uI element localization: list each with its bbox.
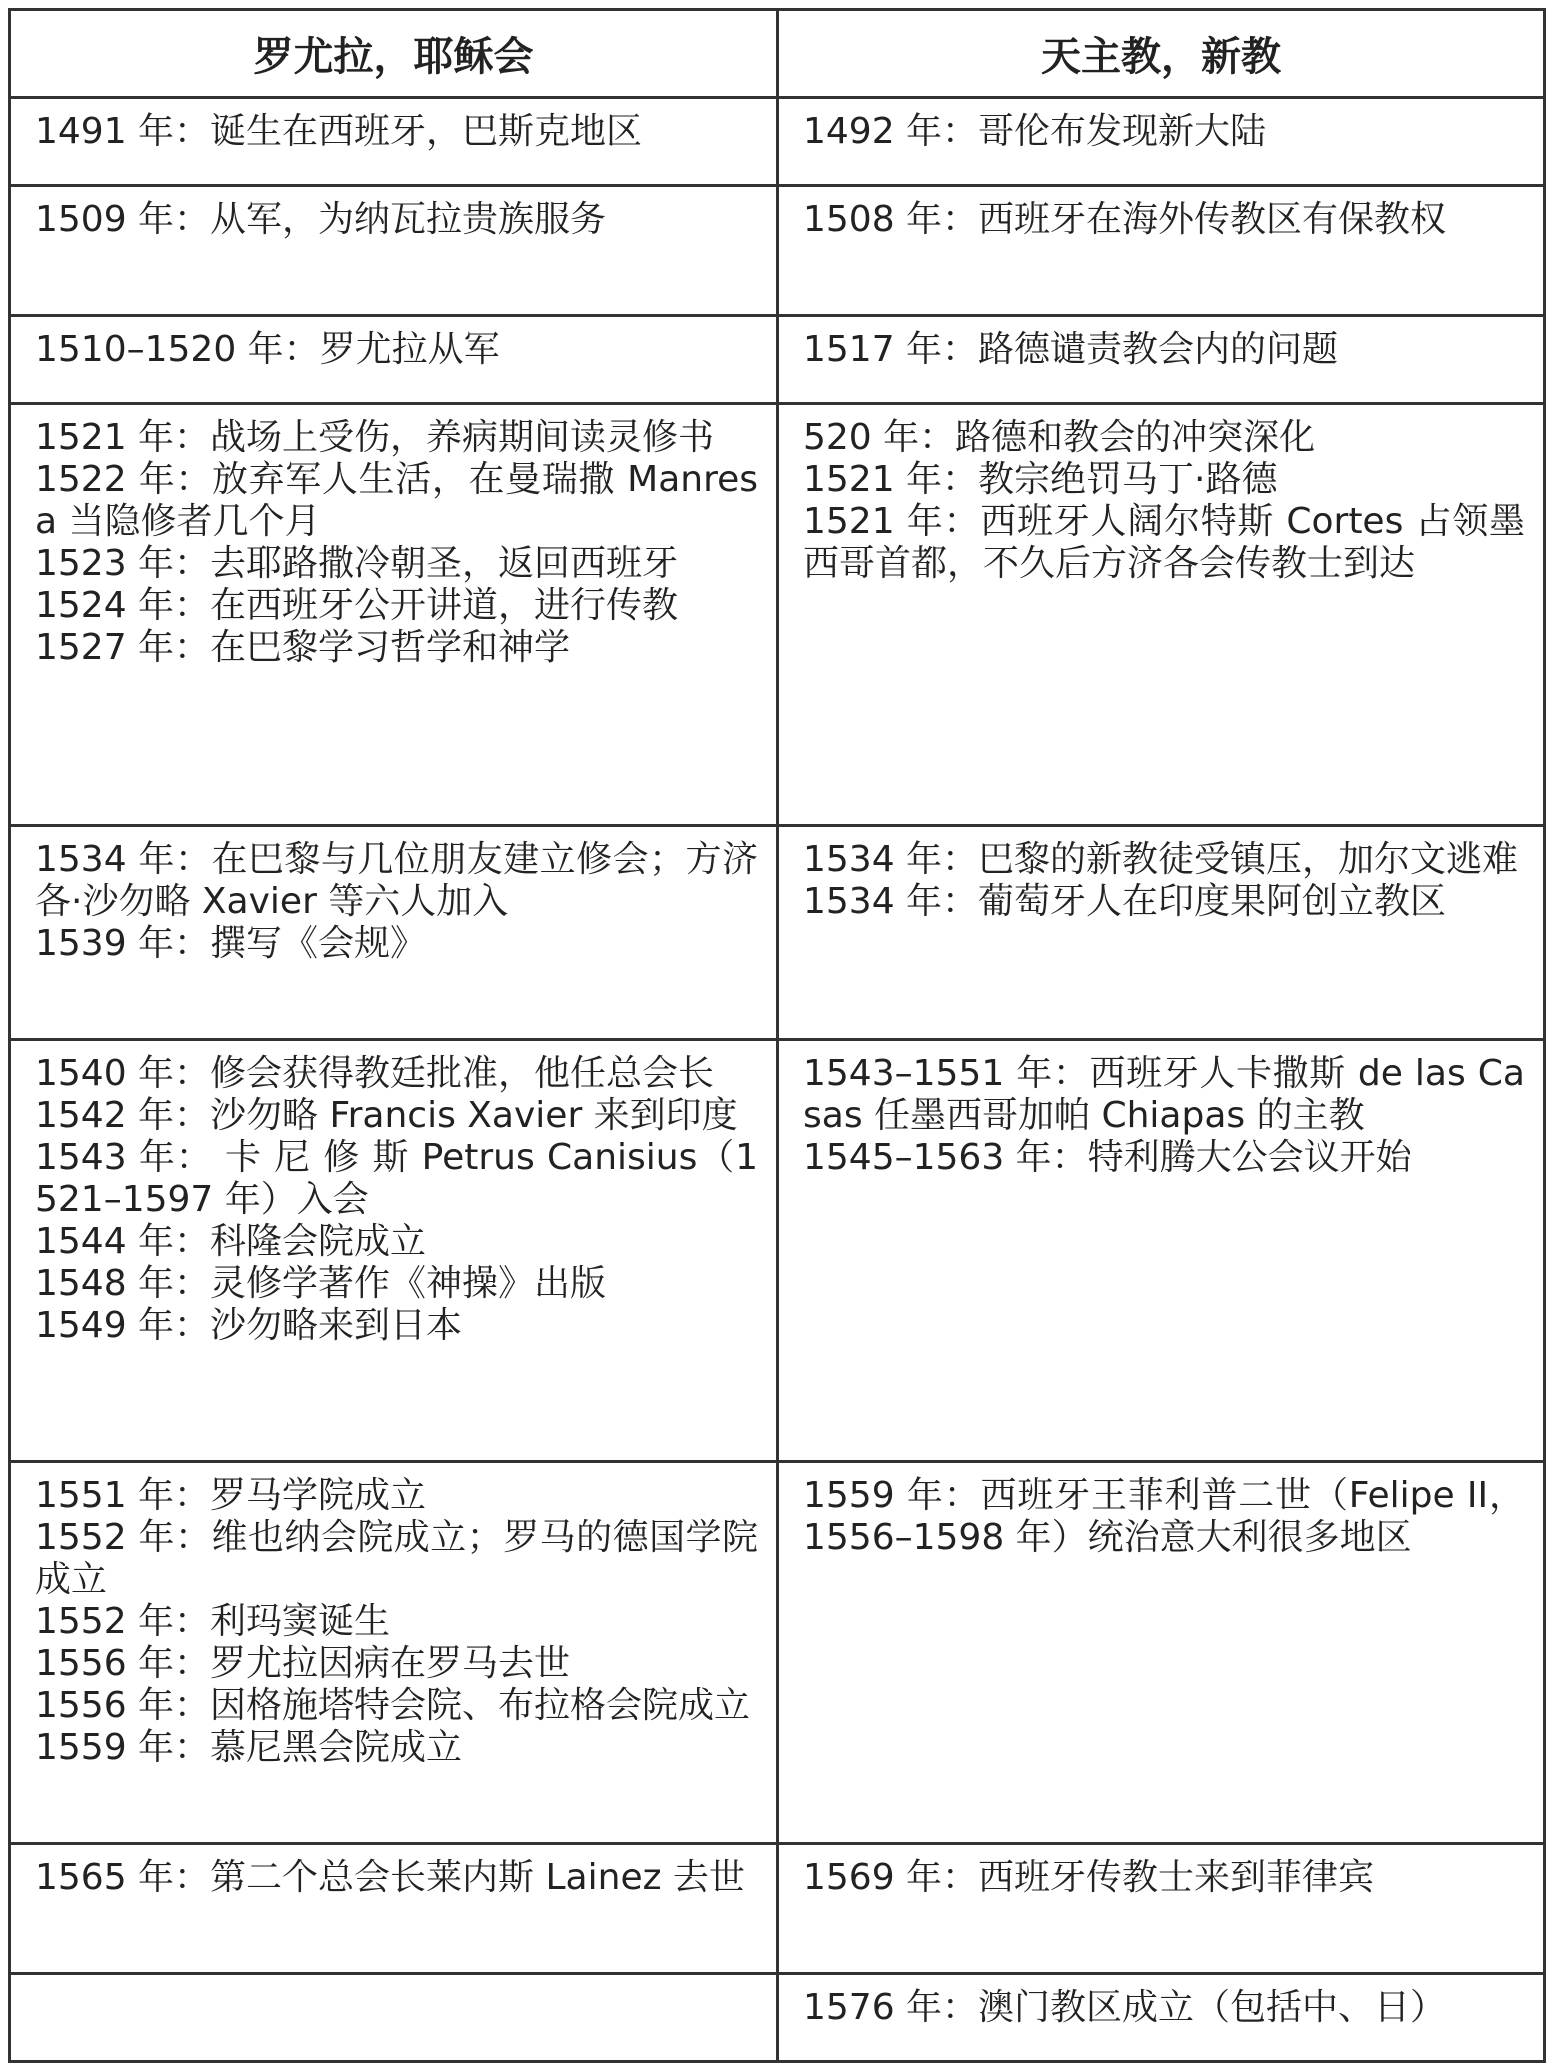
entry: 1556 年：罗尤拉因病在罗马去世	[35, 1643, 571, 1684]
cell-left	[10, 826, 778, 1040]
entry: 1559 年：西班牙王菲利普二世（Felipe II，1556–1598 年）统治意大利很多地区	[803, 1475, 1525, 1558]
entry: 1545–1563 年：特利腾大公会议开始	[803, 1137, 1412, 1178]
entry: 1534 年：巴黎的新教徒受镇压，加尔文逃难	[803, 839, 1519, 880]
cell-left	[10, 1462, 778, 1844]
entry: 1524 年：在西班牙公开讲道，进行传教	[35, 585, 679, 626]
table-row	[10, 1040, 1545, 1462]
cell-left	[10, 1040, 778, 1462]
cell-right	[778, 316, 1545, 404]
cell-right	[778, 1040, 1545, 1462]
entry: 1508 年：西班牙在海外传教区有保教权	[803, 199, 1447, 240]
entry: 1542 年：沙勿略 Francis Xavier 来到印度	[35, 1095, 738, 1136]
entry: 520 年：路德和教会的冲突深化	[803, 417, 1316, 458]
entry: 1523 年：去耶路撒冷朝圣，返回西班牙	[35, 543, 679, 584]
cell-left	[10, 1974, 778, 2062]
table-row	[10, 1974, 1545, 2062]
cell-left	[10, 1844, 778, 1974]
entry: 1510–1520 年：罗尤拉从军	[35, 329, 500, 370]
table-row	[10, 1462, 1545, 1844]
table-row	[10, 316, 1545, 404]
cell-right	[778, 826, 1545, 1040]
entry: 1517 年：路德谴责教会内的问题	[803, 329, 1339, 370]
cell-left	[10, 316, 778, 404]
entry: 1540 年：修会获得教廷批准，他任总会长	[35, 1053, 715, 1094]
cell-left	[10, 98, 778, 186]
header-loyola-jesuits: 罗尤拉，耶稣会	[10, 10, 778, 98]
entry: 1552 年：维也纳会院成立；罗马的德国学院成立	[35, 1517, 758, 1600]
entry: 1534 年：在巴黎与几位朋友建立修会；方济各·沙勿略 Xavier 等六人加入	[35, 839, 758, 922]
entry: 1509 年：从军，为纳瓦拉贵族服务	[35, 199, 607, 240]
entry: 1552 年：利玛窦诞生	[35, 1601, 391, 1642]
entry: 1543 年： 卡 尼 修 斯 Petrus Canisius（1521–1597 年）入会	[35, 1137, 758, 1220]
entry: 1559 年：慕尼黑会院成立	[35, 1727, 463, 1768]
table-row	[10, 826, 1545, 1040]
entry: 1549 年：沙勿略来到日本	[35, 1305, 463, 1346]
timeline-table	[8, 8, 1546, 2063]
header-catholic-protestant: 天主教，新教	[778, 10, 1545, 98]
entry: 1491 年：诞生在西班牙，巴斯克地区	[35, 111, 643, 152]
cell-right	[778, 186, 1545, 316]
entry: 1544 年：科隆会院成立	[35, 1221, 427, 1262]
entry: 1556 年：因格施塔特会院、布拉格会院成立	[35, 1685, 751, 1726]
header-row	[10, 10, 1545, 98]
entry: 1534 年：葡萄牙人在印度果阿创立教区	[803, 881, 1447, 922]
cell-right	[778, 1462, 1545, 1844]
entry: 1576 年：澳门教区成立（包括中、日）	[803, 1987, 1447, 2028]
cell-right	[778, 404, 1545, 826]
table-row	[10, 186, 1545, 316]
entry: 1521 年：战场上受伤，养病期间读灵修书	[35, 417, 715, 458]
entry: 1521 年：西班牙人阔尔特斯 Cortes 占领墨西哥首都，不久后方济各会传教士到达	[803, 501, 1525, 584]
entry: 1548 年：灵修学著作《神操》出版	[35, 1263, 607, 1304]
entry: 1565 年：第二个总会长莱内斯 Lainez 去世	[35, 1857, 745, 1898]
entry: 1527 年：在巴黎学习哲学和神学	[35, 627, 571, 668]
cell-left	[10, 404, 778, 826]
table-row	[10, 98, 1545, 186]
entry: 1492 年：哥伦布发现新大陆	[803, 111, 1267, 152]
cell-left	[10, 186, 778, 316]
cell-right	[778, 1844, 1545, 1974]
entry: 1543–1551 年：西班牙人卡撒斯 de las Casas 任墨西哥加帕 Chiapas 的主教	[803, 1053, 1525, 1136]
entry: 1522 年：放弃军人生活，在曼瑞撒 Manresa 当隐修者几个月	[35, 459, 758, 542]
entry: 1551 年：罗马学院成立	[35, 1475, 427, 1516]
entry: 1539 年：撰写《会规》	[35, 923, 427, 964]
entry: 1569 年：西班牙传教士来到菲律宾	[803, 1857, 1375, 1898]
table-row	[10, 404, 1545, 826]
cell-right	[778, 98, 1545, 186]
table-row	[10, 1844, 1545, 1974]
cell-right	[778, 1974, 1545, 2062]
entry: 1521 年：教宗绝罚马丁·路德	[803, 459, 1278, 500]
